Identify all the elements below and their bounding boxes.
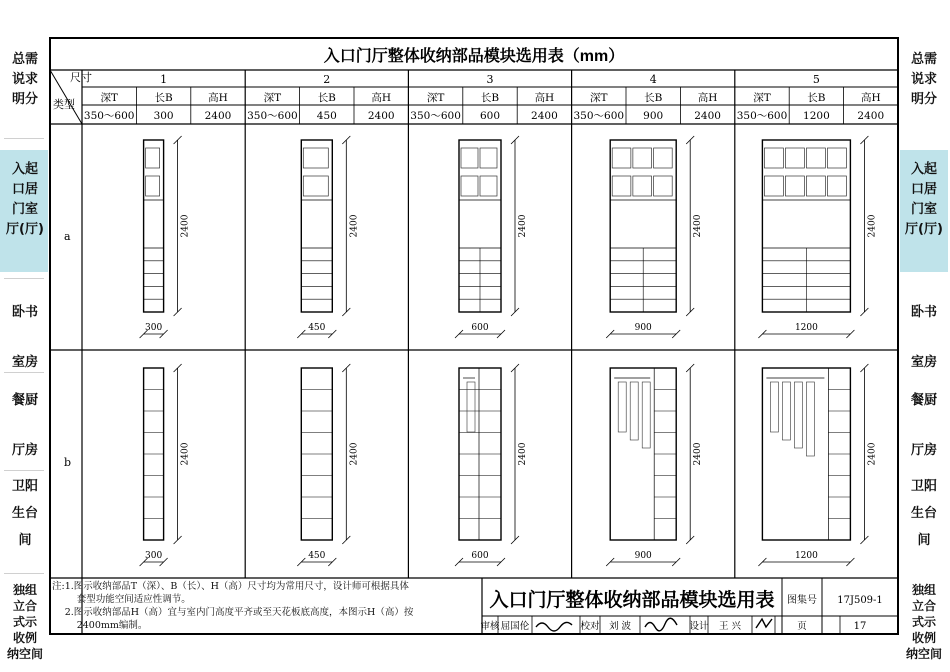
nav-label: 口居 <box>910 182 937 197</box>
dim-height-label: 2400 <box>180 442 191 466</box>
nav-label: 纳空间 <box>6 647 43 661</box>
header-depth: 深T <box>753 92 771 104</box>
atlas-label: 图集号 <box>787 595 817 606</box>
cabinet-row-a <box>758 136 877 338</box>
nav-label: 间 <box>18 533 32 548</box>
header-length: 长B <box>480 92 500 104</box>
signature-mark <box>756 619 772 628</box>
design-label: 设计 <box>689 621 709 632</box>
nav-label: 口居 <box>11 182 38 197</box>
header-depth: 深T <box>100 92 118 104</box>
nav-label: 餐厨 <box>11 393 38 408</box>
header-height: 高H <box>697 92 718 104</box>
value-length: 600 <box>479 110 501 122</box>
signature-mark <box>645 618 677 631</box>
checker-name: 刘 波 <box>608 621 632 632</box>
module-number: 3 <box>486 73 494 86</box>
notes-prefix: 注: <box>52 581 65 592</box>
nav-label: 卧书 <box>910 305 937 320</box>
page-number: 17 <box>853 621 867 632</box>
nav-label: 间 <box>917 533 931 548</box>
nav-label: 厅房 <box>910 443 937 458</box>
nav-label: 收例 <box>911 631 936 645</box>
nav-label: 入起 <box>910 162 937 177</box>
nav-label: 门室 <box>910 202 937 217</box>
dim-height-label: 2400 <box>693 214 704 238</box>
header-length: 长B <box>154 92 173 104</box>
module-number: 2 <box>323 73 331 86</box>
nav-label: 室房 <box>11 355 38 370</box>
cabinet-row-a <box>140 136 191 338</box>
note-line: 2.图示收纳部品H（高）宜与室内门高度平齐或至天花板底高度，本图示H（高）按 <box>64 607 414 618</box>
dim-height-label: 2400 <box>867 214 878 238</box>
reviewer-name: 屈国伦 <box>500 621 530 632</box>
value-height: 2400 <box>367 110 395 122</box>
header-length: 长B <box>644 92 663 104</box>
header-length: 长B <box>807 92 826 104</box>
dim-width-label: 450 <box>308 551 326 561</box>
dim-width-label: 900 <box>634 551 652 561</box>
nav-label: 独组 <box>12 583 37 597</box>
nav-label: 说求 <box>910 72 937 87</box>
header-depth: 深T <box>426 92 445 104</box>
header-depth: 深T <box>263 92 282 104</box>
nav-label: 卧书 <box>11 305 38 320</box>
cabinet-row-b <box>606 364 703 566</box>
nav-label: 明分 <box>910 92 937 107</box>
dim-height-label: 2400 <box>180 214 191 238</box>
value-height: 2400 <box>531 110 558 122</box>
dim-width-label: 450 <box>308 323 326 333</box>
cabinet-row-a <box>606 136 703 338</box>
nav-label: 餐厨 <box>910 393 937 408</box>
nav-label: 说求 <box>11 72 38 87</box>
row-label-b: b <box>64 456 72 469</box>
dim-height-label: 2400 <box>867 442 878 466</box>
nav-label: 总需 <box>11 52 38 67</box>
header-height: 高H <box>208 92 228 104</box>
header-depth: 深T <box>590 92 608 104</box>
nav-label: 式示 <box>911 615 936 629</box>
value-length: 900 <box>643 110 664 122</box>
header-height: 高H <box>534 92 555 104</box>
nav-label: 生台 <box>910 506 937 521</box>
cabinet-row-b <box>758 364 877 566</box>
value-depth: 350～600 <box>736 110 788 122</box>
corner-size-label: 尺寸 <box>70 71 92 84</box>
header-height: 高H <box>860 92 881 104</box>
nav-label: 厅房 <box>11 443 38 458</box>
sheet-frame <box>50 38 898 634</box>
module-number: 4 <box>649 73 657 86</box>
module-number: 5 <box>812 73 820 86</box>
value-length: 450 <box>316 110 337 122</box>
value-depth: 350～600 <box>410 110 461 122</box>
dim-height-label: 2400 <box>349 214 360 238</box>
signature-mark <box>536 622 572 631</box>
title-block-title: 入口门厅整体收纳部品模块选用表 <box>489 590 775 611</box>
atlas-number: 17J509-1 <box>837 595 883 606</box>
value-depth: 350～600 <box>83 110 135 122</box>
nav-label: 明分 <box>11 92 38 107</box>
dim-width-label: 300 <box>145 551 163 561</box>
value-height: 2400 <box>857 110 885 122</box>
nav-label: 生台 <box>11 506 38 521</box>
nav-label: 厅(厅) <box>905 222 943 237</box>
value-height: 2400 <box>694 110 721 122</box>
value-depth: 350～600 <box>573 110 625 122</box>
note-line: 1.图示收纳部品T（深）、B（长）、H（高）尺寸均为常用尺寸，设计师可根据具体 <box>64 581 409 592</box>
dim-height-label: 2400 <box>693 442 704 466</box>
nav-label: 式示 <box>12 615 37 629</box>
dim-width-label: 300 <box>145 323 163 333</box>
value-length: 300 <box>153 110 174 122</box>
nav-label: 独组 <box>911 583 936 597</box>
value-length: 1200 <box>803 110 830 122</box>
header-length: 长B <box>317 92 336 104</box>
nav-label: 入起 <box>11 162 38 177</box>
dim-width-label: 600 <box>471 551 489 561</box>
notes-block <box>52 580 482 632</box>
dim-height-label: 2400 <box>349 442 360 466</box>
row-label-a: a <box>64 230 71 243</box>
value-height: 2400 <box>204 110 232 122</box>
nav-label: 立合 <box>12 599 37 613</box>
page-label: 页 <box>797 621 807 632</box>
check-label: 校对 <box>580 621 600 632</box>
value-depth: 350～600 <box>247 110 298 122</box>
nav-label: 纳空间 <box>905 647 942 661</box>
note-line: 2400mm编制。 <box>76 620 148 631</box>
nav-label: 卫阳 <box>910 479 937 494</box>
nav-label: 立合 <box>911 599 936 613</box>
dim-height-label: 2400 <box>518 214 528 238</box>
cabinet-row-a <box>297 136 359 338</box>
nav-label: 总需 <box>910 52 937 67</box>
module-number: 1 <box>160 73 168 86</box>
table-title: 入口门厅整体收纳部品模块选用表（mm） <box>323 48 625 65</box>
dim-width-label: 1200 <box>794 323 818 333</box>
cabinet-row-b <box>297 364 359 566</box>
designer-name: 王 兴 <box>718 621 742 632</box>
dim-width-label: 600 <box>471 323 489 333</box>
nav-label: 卫阳 <box>11 479 38 494</box>
nav-label: 收例 <box>12 631 37 645</box>
dim-width-label: 900 <box>634 323 652 333</box>
header-height: 高H <box>371 92 392 104</box>
cabinet-row-b <box>455 364 528 566</box>
nav-label: 室房 <box>910 355 937 370</box>
cabinet-row-b <box>140 364 191 566</box>
dim-height-label: 2400 <box>518 442 528 466</box>
nav-label: 门室 <box>11 202 38 217</box>
cabinet-row-a <box>455 136 528 338</box>
note-line: 套型功能空间适应性调节。 <box>76 594 191 605</box>
review-label: 审核 <box>480 621 500 632</box>
corner-type-label: 类型 <box>53 98 75 111</box>
nav-label: 厅(厅) <box>6 222 44 237</box>
dim-width-label: 1200 <box>794 551 818 561</box>
